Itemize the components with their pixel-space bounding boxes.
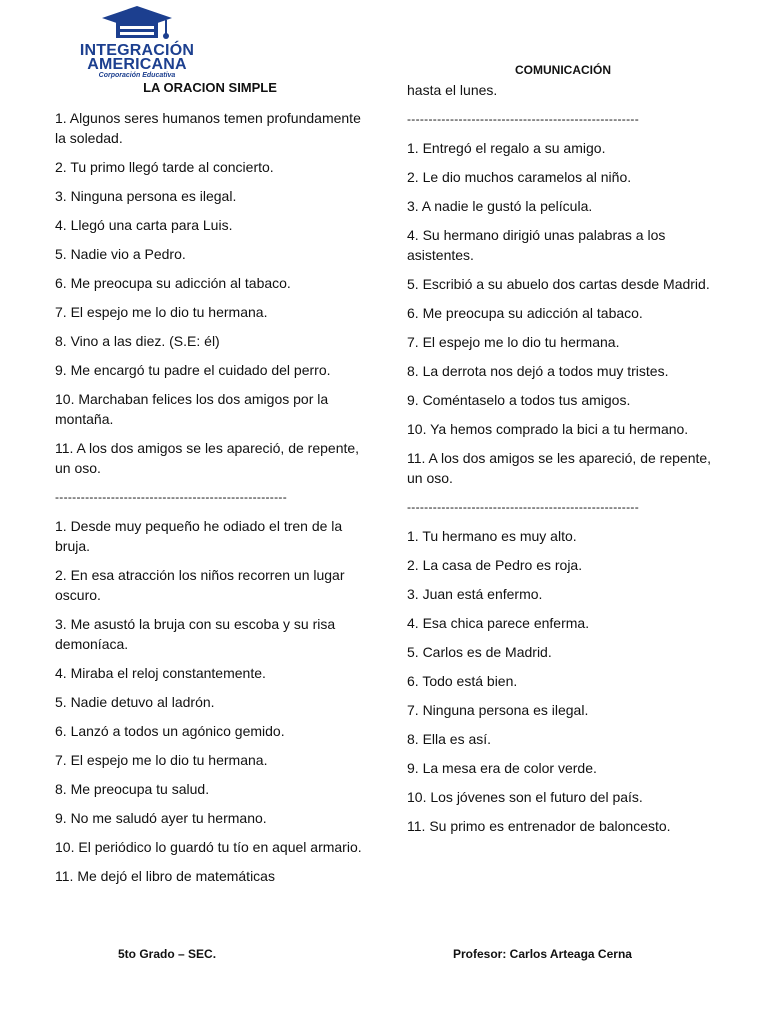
subject-heading: COMUNICACIÓN (515, 63, 611, 77)
list-item: 5. Nadie vio a Pedro. (55, 246, 186, 262)
list-item: 4. Esa chica parece enferma. (407, 615, 590, 631)
list-item: 5. Carlos es de Madrid. (407, 644, 552, 660)
section-separator: ------------------------------------------------------ (407, 500, 639, 514)
list-item: 7. El espejo me lo dio tu hermana. (55, 304, 268, 320)
section-separator: ------------------------------------------------------ (407, 112, 639, 126)
list-item: 11. Me dejó el libro de matemáticas (55, 868, 275, 884)
list-item: 1. Desde muy pequeño he odiado el tren de la bruja. (55, 518, 343, 554)
list-item: 6. Me preocupa su adicción al tabaco. (407, 305, 643, 321)
list-item: 9. Coméntaselo a todos tus amigos. (407, 392, 631, 408)
list-item: 6. Lanzó a todos un agónico gemido. (55, 723, 285, 739)
list-item: 8. La derrota nos dejó a todos muy tristes. (407, 363, 669, 379)
list-item: 10. Ya hemos comprado la bici a tu hermano. (407, 421, 689, 437)
footer-grade: 5to Grado – SEC. (118, 947, 217, 961)
list-item: 7. Ninguna persona es ilegal. (407, 702, 589, 718)
list-item: 9. Me encargó tu padre el cuidado del perro. (55, 362, 331, 378)
list-item: 4. Miraba el reloj constantemente. (55, 665, 266, 681)
list-item: 11. A los dos amigos se les apareció, de repente, un oso. (407, 450, 712, 486)
list-item: 1. Tu hermano es muy alto. (407, 528, 577, 544)
list-item: 10. El periódico lo guardó tu tío en aquel armario. (55, 839, 362, 855)
list-item: 5. Escribió a su abuelo dos cartas desde Madrid. (407, 276, 710, 292)
list-item: 8. Me preocupa tu salud. (55, 781, 210, 797)
right-column (407, 80, 717, 845)
list-item: 2. En esa atracción los niños recorren un lugar oscuro. (55, 567, 345, 603)
school-logo (78, 4, 196, 80)
list-item: 7. El espejo me lo dio tu hermana. (407, 334, 620, 350)
list-item: 4. Llegó una carta para Luis. (55, 217, 233, 233)
list-item: 8. Ella es así. (407, 731, 492, 747)
logo-line-2: AMERICANA (87, 56, 187, 73)
left-column (55, 108, 365, 895)
list-item: 9. No me saludó ayer tu hermano. (55, 810, 267, 826)
list-item: 10. Marchaban felices los dos amigos por la montaña. (55, 391, 329, 427)
list-item: 3. Juan está enfermo. (407, 586, 543, 602)
list-item: 11. Su primo es entrenador de baloncesto. (407, 818, 671, 834)
list-item: 2. Le dio muchos caramelos al niño. (407, 169, 632, 185)
list-item: 8. Vino a las diez. (S.E: él) (55, 333, 220, 349)
list-item: 6. Me preocupa su adicción al tabaco. (55, 275, 291, 291)
list-item: 1. Algunos seres humanos temen profundamente la soledad. (55, 110, 361, 146)
section-separator: ------------------------------------------------------ (55, 490, 287, 504)
list-item: 11. A los dos amigos se les apareció, de repente, un oso. (55, 440, 360, 476)
list-item: 4. Su hermano dirigió unas palabras a los asistentes. (407, 227, 666, 263)
logo-line-1: INTEGRACIÓN (79, 42, 195, 59)
graduation-cap-icon (100, 4, 174, 42)
list-item: 3. Ninguna persona es ilegal. (55, 188, 237, 204)
list-item: 9. La mesa era de color verde. (407, 760, 597, 776)
list-item: 6. Todo está bien. (407, 673, 518, 689)
list-item: 1. Entregó el regalo a su amigo. (407, 140, 606, 156)
list-item: 10. Los jóvenes son el futuro del país. (407, 789, 643, 805)
list-item: 3. A nadie le gustó la película. (407, 198, 593, 214)
footer-teacher: Profesor: Carlos Arteaga Cerna (453, 947, 632, 961)
continued-text: hasta el lunes. (407, 82, 498, 98)
list-item: 3. Me asustó la bruja con su escoba y su risa demoníaca. (55, 616, 336, 652)
list-item: 7. El espejo me lo dio tu hermana. (55, 752, 268, 768)
page-title: LA ORACION SIMPLE (143, 80, 277, 95)
logo-tagline: Corporación Educativa (98, 72, 176, 79)
list-item: 5. Nadie detuvo al ladrón. (55, 694, 215, 710)
list-item: 2. La casa de Pedro es roja. (407, 557, 583, 573)
list-item: 2. Tu primo llegó tarde al concierto. (55, 159, 274, 175)
